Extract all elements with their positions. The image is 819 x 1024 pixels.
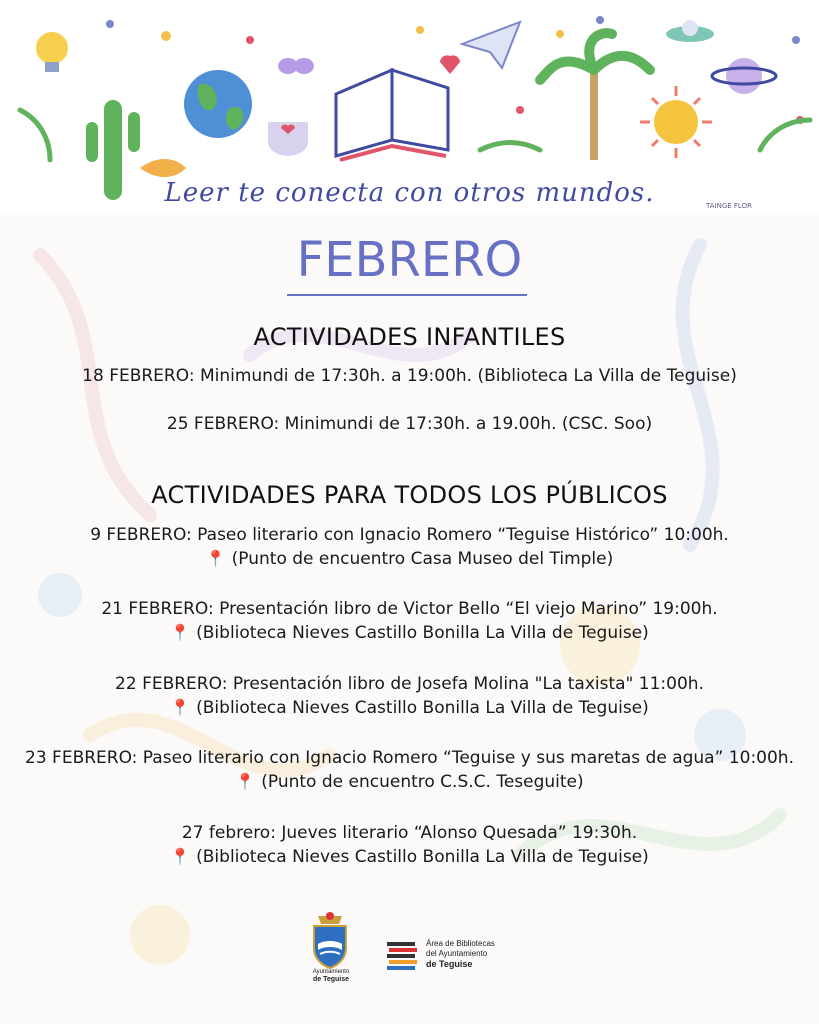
ayuntamiento-logo-text: Ayuntamiento de Teguise [312,969,350,983]
paper-plane-icon [462,22,520,68]
event-line: 25 FEBRERO: Minimundi de 17:30h. a 19.00h. (CSC. Soo) [166,414,653,434]
location-pin-icon: 📍 [170,623,191,642]
open-book-icon [336,70,448,160]
section-title-infantiles: ACTIVIDADES INFANTILES [253,323,566,351]
butterfly-icon [278,58,314,74]
location-pin-icon: 📍 [170,847,191,866]
palm-tree-icon [540,33,650,160]
location-pin-icon: 📍 [205,549,226,568]
event-place: 📍 (Biblioteca Nieves Castillo Bonilla La Villa de Teguise) [170,847,649,867]
event-line: 22 FEBRERO: Presentación libro de Josefa Molina "La taxista" 11:00h. [115,674,704,694]
location-pin-icon: 📍 [235,772,256,791]
teacup-icon [268,122,308,156]
event-line: 9 FEBRERO: Paseo literario con Ignacio Romero “Teguise Histórico” 10:00h. [90,525,729,545]
lightbulb-icon [36,32,68,72]
location-pin-icon: 📍 [170,698,191,717]
footer [0,905,819,1024]
artist-signature: TAINGE FLOR [706,202,752,210]
event-place: 📍 (Biblioteca Nieves Castillo Bonilla La Villa de Teguise) [170,698,649,718]
heart-icon [440,55,460,74]
event-place: 📍 (Punto de encuentro C.S.C. Teseguite) [235,772,584,792]
area-bibliotecas-logo-text: Área de Bibliotecas del Ayuntamiento de Teguise [426,939,495,969]
banner-tagline: Leer te conecta con otros mundos. [164,178,655,208]
event-line: 18 FEBRERO: Minimundi de 17:30h. a 19:00h. (Biblioteca La Villa de Teguise) [82,366,737,386]
title-underline [287,294,527,296]
fish-icon [140,159,186,177]
event-place: 📍 (Punto de encuentro Casa Museo del Timple) [205,549,614,569]
event-place: 📍 (Biblioteca Nieves Castillo Bonilla La Villa de Teguise) [170,623,649,643]
header-banner [0,0,819,215]
sun-icon [640,86,712,158]
coat-of-arms-icon [308,910,352,970]
ufo-icon [666,20,714,42]
globe-icon [184,70,252,138]
books-stack-icon [385,938,421,974]
page-title: FEBRERO [296,232,523,288]
section-title-todos-publicos: ACTIVIDADES PARA TODOS LOS PÚBLICOS [151,481,668,509]
planet-icon [712,58,776,94]
event-line: 23 FEBRERO: Paseo literario con Ignacio Romero “Teguise y sus maretas de agua” 10:00h. [25,748,794,768]
event-line: 21 FEBRERO: Presentación libro de Victor Bello “El viejo Marino” 19:00h. [101,599,718,619]
event-line: 27 febrero: Jueves literario “Alonso Quesada” 19:30h. [181,823,638,843]
